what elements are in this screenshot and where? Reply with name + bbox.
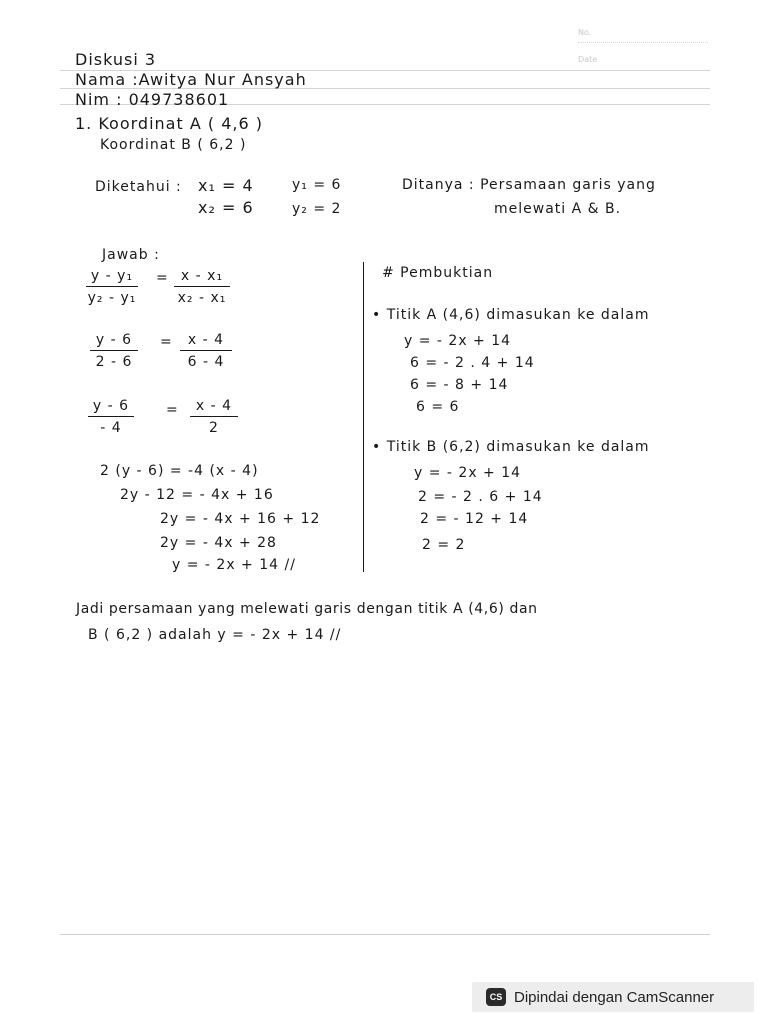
fraction-3-equals: =	[166, 402, 178, 418]
pembuktian-a-line-3: 6 = - 8 + 14	[410, 377, 509, 393]
fraction-2-left-num: y - 6	[90, 332, 138, 351]
pembuktian-a-line-1: y = - 2x + 14	[404, 333, 512, 349]
fraction-1-right-den: x₂ - x₁	[177, 290, 227, 306]
fraction-2-right-den: 6 - 4	[187, 354, 225, 370]
pembuktian-b-line-1: y = - 2x + 14	[414, 465, 522, 481]
pembuktian-a-line-2: 6 = - 2 . 4 + 14	[410, 355, 535, 371]
conclusion-line-1: Jadi persamaan yang melewati garis dengan titik A (4,6) dan	[76, 601, 538, 617]
diketahui-x2: x₂ = 6	[198, 198, 254, 217]
conclusion-line-2: B ( 6,2 ) adalah y = - 2x + 14 //	[88, 627, 342, 643]
camscanner-text: Dipindai dengan CamScanner	[514, 988, 715, 1006]
no-label: No.	[578, 28, 592, 37]
fraction-3-left-num: y - 6	[88, 398, 134, 417]
fraction-3-left-den: - 4	[100, 420, 122, 436]
column-divider	[363, 262, 364, 572]
step-3: 2y = - 4x + 16 + 12	[160, 511, 321, 527]
fraction-3-right-den: 2	[209, 420, 219, 436]
pembuktian-b-line-2: 2 = - 2 . 6 + 14	[418, 489, 543, 505]
doc-title: Diskusi 3	[75, 50, 157, 69]
fraction-3-left	[88, 398, 134, 436]
pembuktian-b-line-3: 2 = - 12 + 14	[420, 511, 529, 527]
step-4: 2y = - 4x + 28	[160, 535, 277, 551]
jawab-label: Jawab :	[102, 247, 160, 263]
fraction-1-left-num: y - y₁	[86, 268, 138, 287]
fraction-1-left-den: y₂ - y₁	[87, 290, 137, 306]
camscanner-badge	[472, 982, 754, 1012]
no-rule	[578, 42, 708, 43]
fraction-1-right	[174, 268, 230, 306]
fraction-2-left	[90, 332, 138, 370]
pembuktian-a-title: • Titik A (4,6) dimasukan ke dalam	[372, 307, 650, 323]
fraction-3-right-num: x - 4	[190, 398, 238, 417]
diketahui-label: Diketahui :	[95, 179, 182, 195]
diketahui-y1: y₁ = 6	[292, 177, 342, 193]
fraction-2-left-den: 2 - 6	[95, 354, 133, 370]
step-1: 2 (y - 6) = -4 (x - 4)	[100, 463, 259, 479]
student-name: Nama :Awitya Nur Ansyah	[75, 70, 307, 89]
fraction-2-right-num: x - 4	[180, 332, 232, 351]
fraction-1-equals: =	[156, 270, 168, 286]
fraction-2-right	[180, 332, 232, 370]
pembuktian-b-line-4: 2 = 2	[422, 537, 466, 553]
pembuktian-a-line-4: 6 = 6	[416, 399, 460, 415]
step-2: 2y - 12 = - 4x + 16	[120, 487, 274, 503]
diketahui-y2: y₂ = 2	[292, 201, 342, 217]
camscanner-icon: CS	[486, 988, 506, 1006]
pembuktian-title: # Pembuktian	[382, 265, 494, 281]
fraction-2-equals: =	[160, 334, 172, 350]
fraction-1-right-num: x - x₁	[174, 268, 230, 287]
fraction-3-right	[190, 398, 238, 436]
pembuktian-b-title: • Titik B (6,2) dimasukan ke dalam	[372, 439, 650, 455]
fraction-1-left	[86, 268, 138, 306]
diketahui-x1: x₁ = 4	[198, 176, 254, 195]
student-nim: Nim : 049738601	[75, 90, 230, 109]
date-label: Date	[578, 55, 598, 64]
problem-line-2: Koordinat B ( 6,2 )	[100, 137, 247, 153]
ditanya-line-2: melewati A & B.	[494, 201, 622, 217]
problem-line-1: 1. Koordinat A ( 4,6 )	[75, 114, 263, 133]
ditanya-line-1: Ditanya : Persamaan garis yang	[402, 177, 656, 193]
bottom-rule	[60, 934, 710, 935]
step-5: y = - 2x + 14 //	[172, 557, 296, 573]
